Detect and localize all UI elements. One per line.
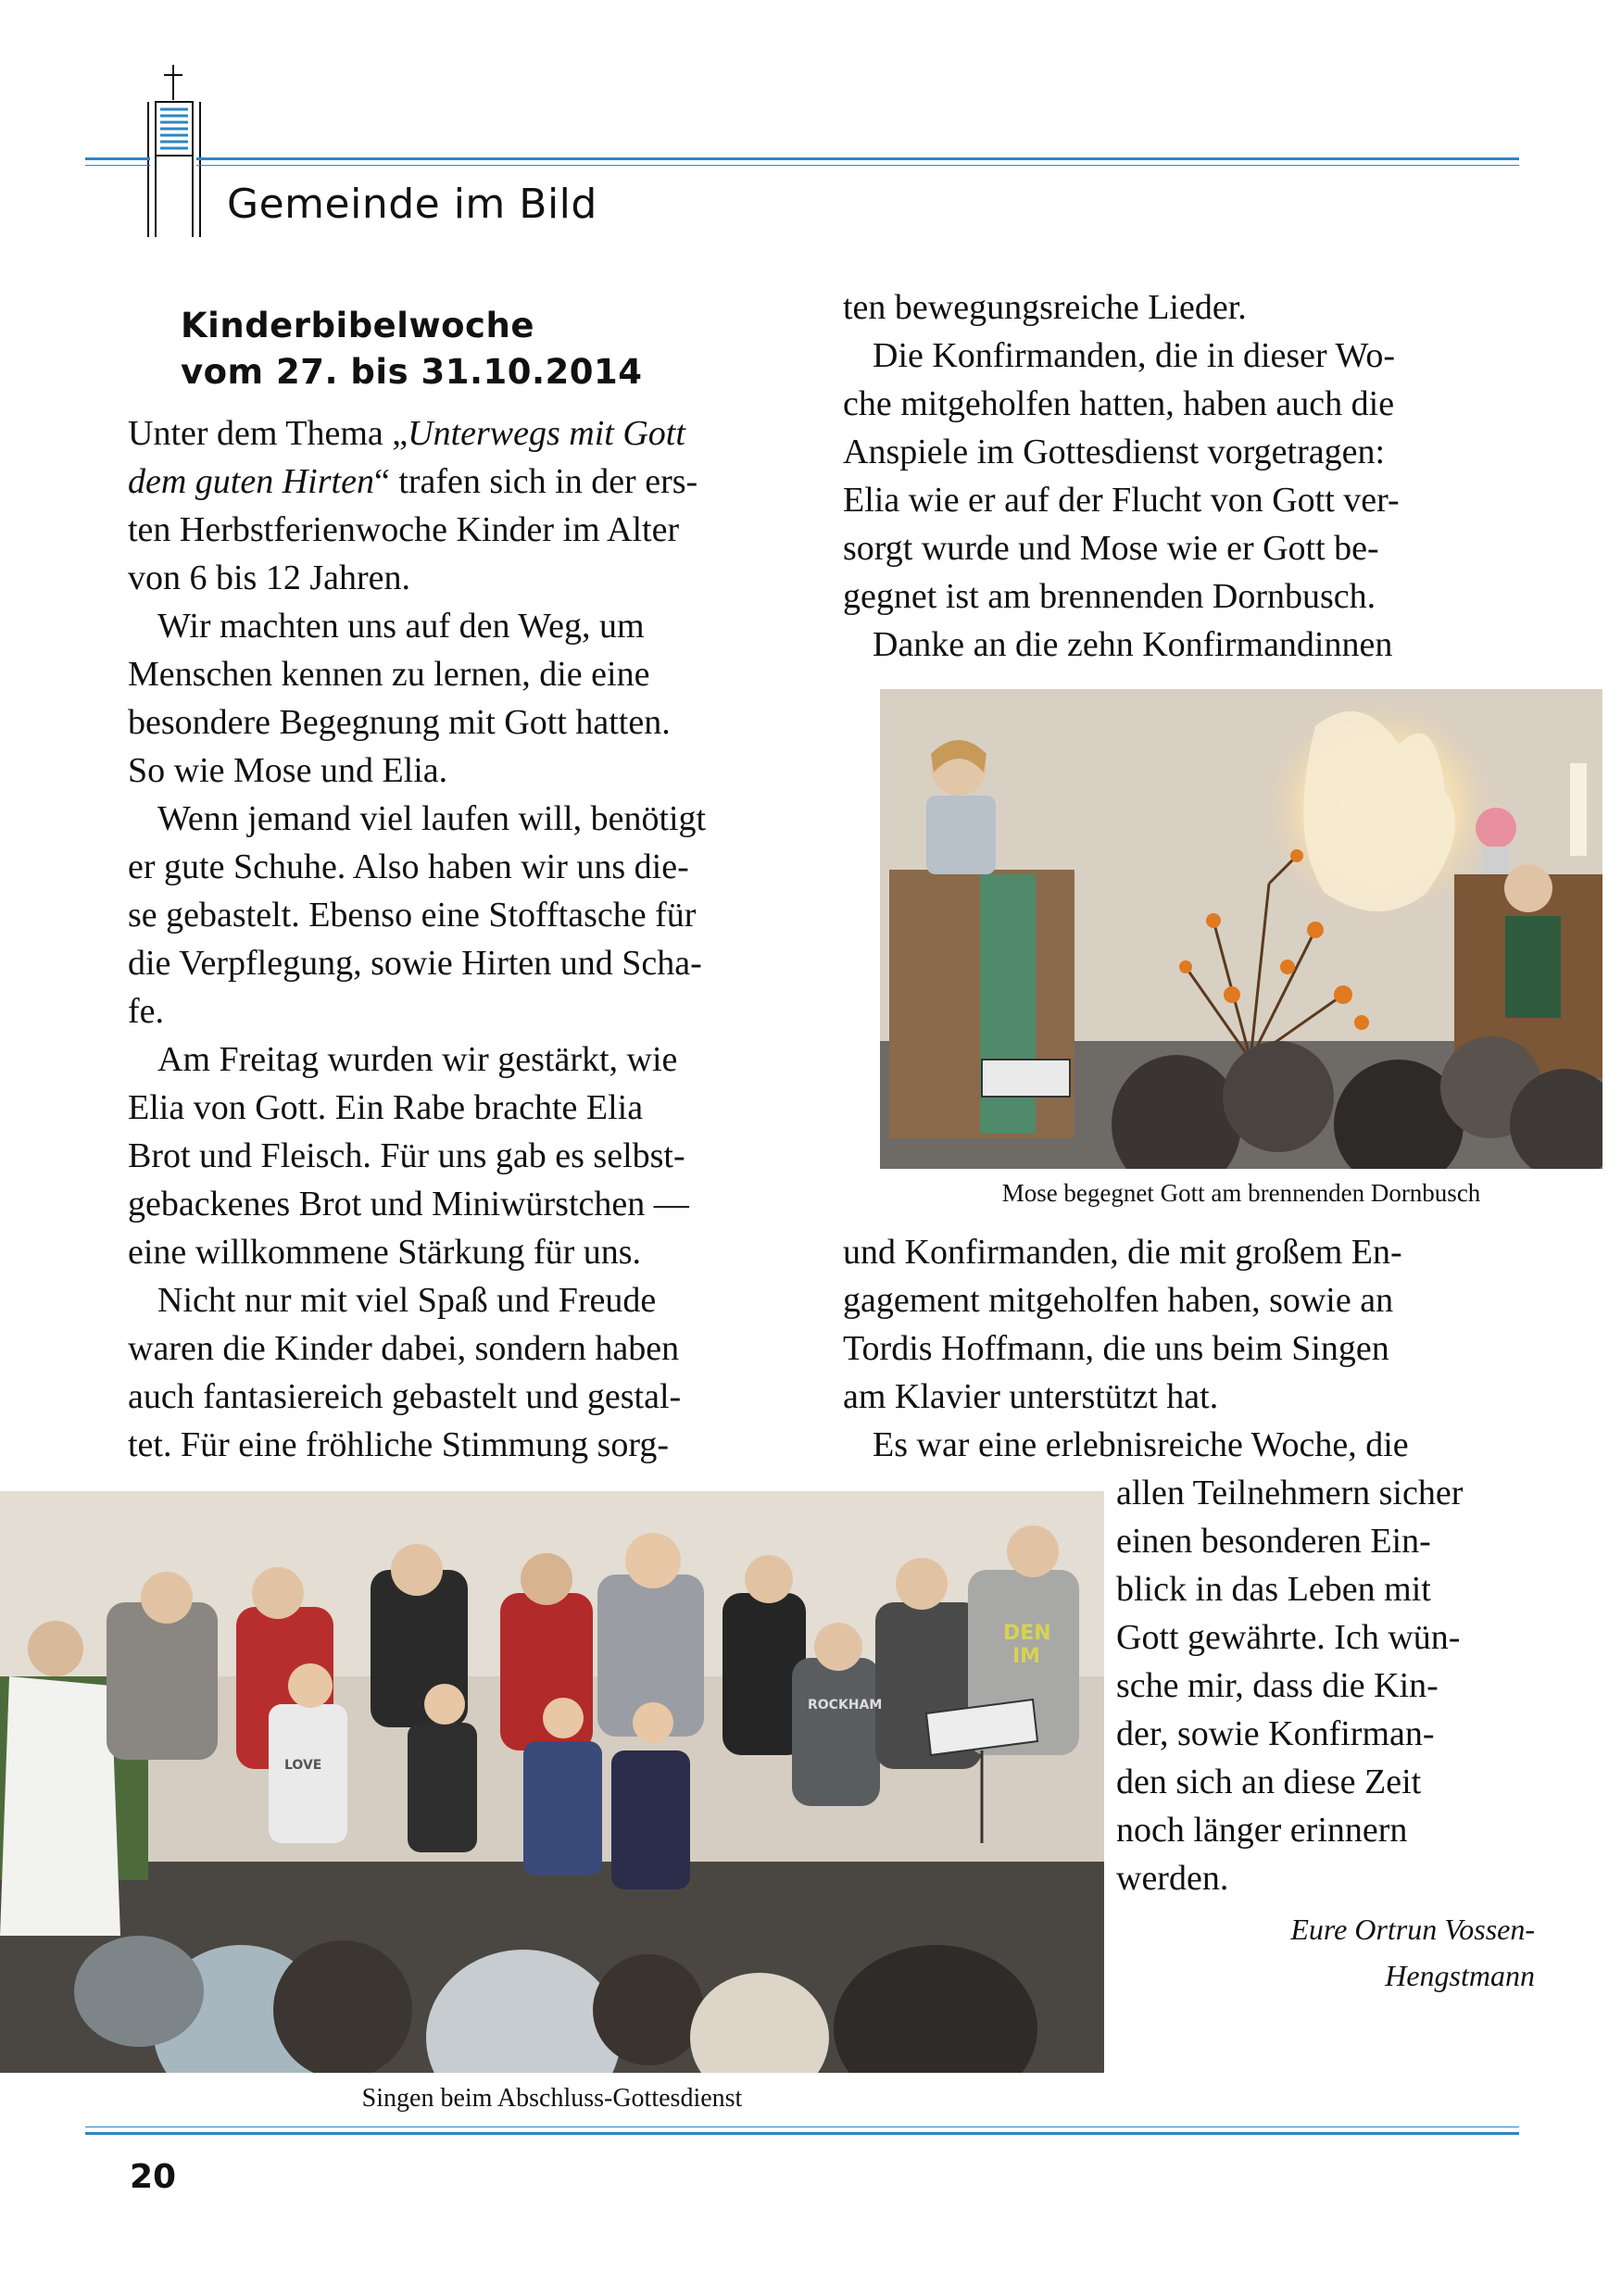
text-line: Gott gewährte. Ich wün-	[1116, 1618, 1461, 1657]
text-line: gagement mitgeholfen haben, sowie an	[843, 1281, 1394, 1320]
header-rule-thin	[85, 165, 150, 166]
text-line: Elia wie er auf der Flucht von Gott ver-	[843, 481, 1400, 520]
article-title	[181, 303, 643, 395]
right-column-bottom	[1116, 1469, 1542, 1902]
text-line: auch fantasiereich gebastelt und gestal-	[128, 1377, 682, 1416]
text-line: sche mir, dass die Kin-	[1116, 1666, 1439, 1705]
text-line: und Konfirmanden, die mit großem En-	[843, 1233, 1402, 1272]
text-line: besondere Begegnung mit Gott hatten.	[128, 703, 671, 742]
article-title-line2: vom 27. bis 31.10.2014	[181, 352, 643, 392]
right-column-mid	[843, 1228, 1528, 1469]
text-line: Elia von Gott. Ein Rabe brachte Elia	[128, 1088, 644, 1127]
text-line: So wie Mose und Elia.	[128, 751, 448, 790]
signature	[1116, 1906, 1535, 1999]
text-line: blick in das Leben mit	[1116, 1570, 1431, 1609]
church-tower-logo	[139, 63, 204, 239]
text-line: den sich an diese Zeit	[1116, 1763, 1422, 1801]
text-line: Danke an die zehn Konfirmandinnen	[873, 625, 1393, 664]
header-rule-thin	[196, 165, 1519, 166]
page-number: 20	[130, 2158, 177, 2196]
header-rule	[85, 157, 150, 160]
text-line: der, sowie Konfirman-	[1116, 1714, 1435, 1753]
photo-caption-bottom: Singen beim Abschluss-Gottesdienst	[361, 2084, 743, 2113]
text-line: Nicht nur mit viel Spaß und Freude	[157, 1281, 657, 1320]
left-column	[128, 409, 813, 1469]
text-line: gebackenes Brot und Miniwürstchen —	[128, 1185, 689, 1223]
text-line: allen Teilnehmern sicher	[1116, 1474, 1464, 1512]
text-line: noch länger erinnern	[1116, 1811, 1408, 1850]
text-line: ten bewegungsreiche Lieder.	[843, 288, 1247, 327]
text-line: Die Konfirmanden, die in dieser Wo-	[873, 336, 1395, 375]
text-line: dem guten Hirten“ trafen sich in der ers-	[128, 462, 698, 501]
text-line: am Klavier unterstützt hat.	[843, 1377, 1219, 1416]
text-line: er gute Schuhe. Also haben wir uns die-	[128, 847, 689, 886]
photo-burning-bush	[880, 689, 1602, 1169]
text-line: Menschen kennen zu lernen, die eine	[128, 655, 650, 694]
text-line: sorgt wurde und Mose wie er Gott be-	[843, 529, 1379, 568]
text-line: Es war eine erlebnisreiche Woche, die	[873, 1425, 1409, 1464]
header-rule	[196, 157, 1519, 160]
text-line: waren die Kinder dabei, sondern haben	[128, 1329, 680, 1368]
text-line: Wir machten uns auf den Weg, um	[157, 607, 645, 646]
text-line: Am Freitag wurden wir gestärkt, wie	[157, 1040, 678, 1079]
right-column-top	[843, 283, 1528, 669]
article-title-line1: Kinderbibelwoche	[181, 306, 534, 345]
shirt-text: LOVE	[284, 1758, 322, 1773]
footer-rule	[85, 2132, 1519, 2135]
text-line: gegnet ist am brennenden Dornbusch.	[843, 577, 1376, 616]
section-title: Gemeinde im Bild	[227, 181, 597, 228]
text-line: von 6 bis 12 Jahren.	[128, 558, 411, 597]
photo-caption-top: Mose begegnet Gott am brennenden Dornbusch	[1001, 1179, 1481, 1207]
text-line: che mitgeholfen hatten, haben auch die	[843, 384, 1395, 423]
signature-line1: Eure Ortrun Vossen-	[1290, 1913, 1535, 1946]
text-line: die Verpflegung, sowie Hirten und Scha-	[128, 944, 702, 983]
text-line: ten Herbstferienwoche Kinder im Alter	[128, 510, 680, 549]
text-line: se gebastelt. Ebenso eine Stofftasche für	[128, 896, 697, 935]
text-line: einen besonderen Ein-	[1116, 1522, 1431, 1561]
shirt-text: ROCKHAM	[808, 1698, 883, 1713]
signature-line2: Hengstmann	[1385, 1959, 1535, 1992]
text-line: werden.	[1116, 1859, 1229, 1898]
text-line: Wenn jemand viel laufen will, benötigt	[157, 799, 707, 838]
text-line: tet. Für eine fröhliche Stimmung sorg-	[128, 1425, 669, 1464]
text-line: Tordis Hoffmann, die uns beim Singen	[843, 1329, 1389, 1368]
text-line: Anspiele im Gottesdienst vorgetragen:	[843, 433, 1386, 471]
text-line: fe.	[128, 992, 165, 1031]
text-line: Brot und Fleisch. Für uns gab es selbst-	[128, 1136, 685, 1175]
shirt-text: DEN	[1003, 1622, 1051, 1645]
text-line: eine willkommene Stärkung für uns.	[128, 1233, 642, 1272]
text-line: Unter dem Thema „Unterwegs mit Gott	[128, 414, 685, 453]
photo-choir	[0, 1491, 1104, 2073]
shirt-text: IM	[1012, 1645, 1041, 1668]
